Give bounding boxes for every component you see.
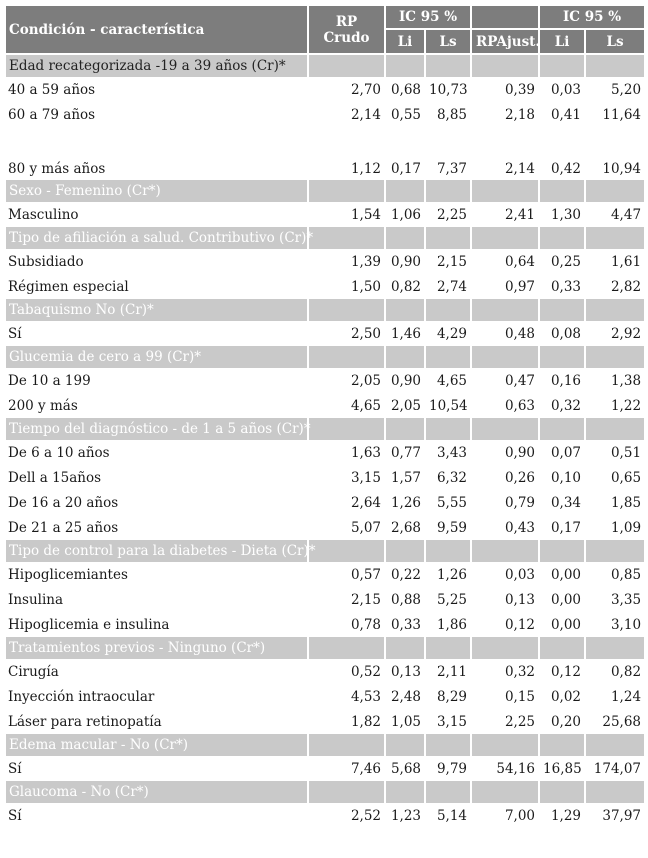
cell-rp-ajust: 0,13 (504, 591, 536, 608)
section-empty-cell (308, 734, 385, 756)
section-header-row (5, 54, 645, 77)
cell-ls-crude: 2,25 (436, 206, 468, 223)
cell-rp-crudo: 2,50 (350, 325, 381, 342)
section-title: Sexo - Femenino (Cr*) (5, 180, 308, 202)
cell-rp-ajust: 0,03 (504, 566, 536, 583)
section-empty-cell (471, 346, 539, 368)
cell-li-crude: 0,82 (390, 278, 421, 295)
table-row (5, 368, 645, 393)
cell-rp-ajust: 0,39 (504, 81, 536, 98)
table-row (5, 465, 645, 490)
section-header-row (5, 299, 645, 321)
cell-ls-crude: 8,29 (436, 688, 468, 705)
section-empty-cell (539, 734, 585, 756)
cell-ls-crude: 10,73 (429, 81, 468, 98)
cell-rp-ajust: 2,41 (504, 206, 536, 223)
cell-li-adjusted: 0,16 (550, 372, 582, 389)
section-empty-cell (539, 540, 585, 562)
cell-rp-crudo: 1,39 (350, 253, 381, 270)
section-empty-cell (425, 54, 471, 77)
section-header-row (5, 180, 645, 202)
section-title: Tratamientos previos - Ninguno (Cr*) (5, 637, 308, 659)
cell-ls-crude: 3,15 (436, 713, 468, 730)
cell-li-adjusted: 0,03 (550, 81, 582, 98)
cell-rp-crudo: 2,14 (350, 106, 381, 123)
cell-li-adjusted: 0,25 (550, 253, 582, 270)
section-title: Tipo de control para la diabetes - Dieta (Cr)* (5, 540, 308, 562)
cell-li-adjusted: 0,20 (550, 713, 582, 730)
section-empty-cell (425, 227, 471, 249)
cell-ls-adjusted: 1,24 (610, 688, 642, 705)
section-empty-cell (471, 418, 539, 440)
header-li-adjusted: Li (539, 29, 585, 54)
table-row (5, 659, 645, 684)
row-label: Régimen especial (8, 278, 129, 295)
section-empty-cell (585, 540, 645, 562)
header-rp-ajust: RPAjust. (471, 29, 539, 54)
row-label: De 10 a 199 (8, 372, 91, 389)
cell-rp-ajust: 0,12 (504, 616, 536, 633)
cell-rp-ajust: 0,48 (504, 325, 536, 342)
cell-ls-crude: 2,74 (436, 278, 468, 295)
cell-li-adjusted: 0,00 (550, 616, 582, 633)
table-row (5, 202, 645, 227)
header-ic95-adjusted: IC 95 % (539, 5, 645, 29)
row-label: Cirugía (8, 663, 59, 680)
table-row (5, 440, 645, 465)
cell-ls-adjusted: 1,38 (610, 372, 642, 389)
section-empty-cell (539, 180, 585, 202)
table-row (5, 612, 645, 637)
table-row (5, 515, 645, 540)
cell-li-crude: 0,13 (390, 663, 421, 680)
cell-li-adjusted: 0,08 (550, 325, 582, 342)
row-label: Sí (8, 807, 22, 824)
cell-rp-crudo: 1,63 (350, 444, 381, 461)
row-label: Hipoglicemia e insulina (8, 616, 170, 633)
section-empty-cell (585, 418, 645, 440)
cell-rp-ajust: 0,90 (504, 444, 536, 461)
cell-li-adjusted: 0,07 (550, 444, 582, 461)
section-empty-cell (308, 299, 385, 321)
row-label: Sí (8, 760, 22, 777)
table-row (5, 490, 645, 515)
cell-li-crude: 0,55 (390, 106, 421, 123)
cell-li-crude: 0,90 (390, 253, 421, 270)
row-label: Masculino (8, 206, 79, 223)
section-empty-cell (385, 346, 425, 368)
cell-rp-crudo: 2,05 (350, 372, 381, 389)
cell-rp-ajust: 0,15 (504, 688, 536, 705)
cell-ls-crude: 2,11 (436, 663, 468, 680)
section-empty-cell (385, 418, 425, 440)
cell-rp-crudo: 1,54 (350, 206, 381, 223)
cell-li-crude: 0,17 (390, 161, 421, 177)
table-row (5, 274, 645, 299)
section-empty-cell (308, 180, 385, 202)
header-blank (471, 5, 539, 29)
section-empty-cell (385, 54, 425, 77)
cell-ls-crude: 4,65 (436, 372, 468, 389)
section-empty-cell (385, 734, 425, 756)
cell-rp-crudo: 0,57 (350, 566, 381, 583)
cell-ls-adjusted: 11,64 (602, 106, 642, 123)
cell-rp-crudo: 1,82 (350, 713, 381, 730)
section-empty-cell (539, 637, 585, 659)
cell-li-crude: 1,57 (390, 469, 421, 486)
row-label: 40 a 59 años (8, 81, 96, 98)
section-title: Glaucoma - No (Cr*) (5, 781, 308, 803)
table-row (5, 77, 645, 102)
cell-li-crude: 1,05 (390, 713, 421, 730)
table-row (5, 249, 645, 274)
row-label: 80 y más años (8, 161, 106, 177)
section-empty-cell (539, 227, 585, 249)
cell-li-crude: 2,48 (390, 688, 421, 705)
row-label: Subsidiado (8, 253, 84, 270)
row-label: Inyección intraocular (8, 688, 155, 705)
cell-ls-adjusted: 1,09 (610, 519, 642, 536)
cell-ls-crude: 1,26 (436, 566, 468, 583)
table-header (5, 5, 645, 54)
cell-ls-adjusted: 0,82 (610, 663, 642, 680)
cell-li-crude: 0,77 (390, 444, 421, 461)
row-label: Láser para retinopatía (8, 713, 162, 730)
section-empty-cell (539, 418, 585, 440)
cell-li-crude: 1,23 (390, 807, 421, 824)
cell-rp-ajust: 2,14 (504, 161, 536, 177)
cell-ls-adjusted: 5,20 (610, 81, 642, 98)
section-empty-cell (425, 299, 471, 321)
cell-ls-adjusted: 1,85 (610, 494, 642, 511)
section-title: Tabaquismo No (Cr)* (5, 299, 308, 321)
section-empty-cell (425, 734, 471, 756)
row-label: Hipoglicemiantes (8, 566, 128, 583)
section-empty-cell (425, 418, 471, 440)
cell-li-adjusted: 0,02 (550, 688, 582, 705)
cell-li-adjusted: 0,33 (550, 278, 582, 295)
section-empty-cell (425, 637, 471, 659)
table-row (5, 562, 645, 587)
row-label: Sí (8, 325, 22, 342)
cell-ls-adjusted: 3,35 (610, 591, 642, 608)
cell-rp-ajust: 2,25 (504, 713, 536, 730)
cell-rp-crudo: 1,50 (350, 278, 381, 295)
cell-li-crude: 1,26 (390, 494, 421, 511)
cell-li-crude: 0,88 (390, 591, 421, 608)
section-empty-cell (471, 540, 539, 562)
cell-rp-crudo: 5,07 (350, 519, 381, 536)
cell-rp-ajust: 2,18 (504, 106, 536, 123)
section-empty-cell (308, 346, 385, 368)
section-empty-cell (585, 781, 645, 803)
section-empty-cell (471, 227, 539, 249)
cell-rp-crudo: 2,15 (350, 591, 381, 608)
header-rp-crudo: RP Crudo (308, 5, 385, 54)
section-title: Edad recategorizada -19 a 39 años (Cr)* (5, 54, 308, 77)
section-title: Edema macular - No (Cr*) (5, 734, 308, 756)
cell-rp-ajust: 0,97 (504, 278, 536, 295)
section-empty-cell (539, 54, 585, 77)
cell-ls-crude: 5,14 (436, 807, 468, 824)
section-empty-cell (308, 227, 385, 249)
cell-rp-crudo: 3,15 (350, 469, 381, 486)
cell-rp-crudo: 4,53 (350, 688, 381, 705)
section-empty-cell (425, 781, 471, 803)
cell-rp-crudo: 0,78 (350, 616, 381, 633)
header-condition: Condición - característica (5, 5, 308, 54)
section-empty-cell (471, 180, 539, 202)
row-label: De 16 a 20 años (8, 494, 119, 511)
table-row (5, 756, 645, 781)
table-row (5, 684, 645, 709)
section-empty-cell (585, 227, 645, 249)
cell-li-crude: 0,33 (390, 616, 421, 633)
cell-ls-crude: 2,15 (436, 253, 468, 270)
cell-rp-ajust: 0,64 (504, 253, 536, 270)
table-row (5, 393, 645, 418)
cell-li-adjusted: 0,12 (550, 663, 582, 680)
header-ls-crude: Ls (425, 29, 471, 54)
cell-ls-adjusted: 1,22 (610, 397, 642, 414)
cell-ls-adjusted: 37,97 (602, 807, 642, 824)
section-empty-cell (425, 180, 471, 202)
cell-rp-crudo: 7,46 (350, 760, 381, 777)
section-title: Glucemia de cero a 99 (Cr)* (5, 346, 308, 368)
section-empty-cell (425, 540, 471, 562)
section-empty-cell (585, 637, 645, 659)
cell-rp-crudo: 2,70 (350, 81, 381, 98)
cell-ls-crude: 6,32 (436, 469, 468, 486)
section-empty-cell (471, 54, 539, 77)
cell-ls-crude: 9,79 (436, 760, 468, 777)
header-ic95-crude: IC 95 % (385, 5, 471, 29)
section-empty-cell (471, 637, 539, 659)
cell-rp-ajust: 7,00 (504, 807, 536, 824)
cell-ls-crude: 5,25 (436, 591, 468, 608)
cell-ls-adjusted: 0,51 (610, 444, 642, 461)
section-empty-cell (308, 540, 385, 562)
cell-rp-crudo: 4,65 (350, 397, 381, 414)
cell-rp-ajust: 54,16 (496, 760, 536, 777)
section-empty-cell (308, 781, 385, 803)
cell-li-adjusted: 0,10 (550, 469, 582, 486)
cell-ls-adjusted: 0,65 (610, 469, 642, 486)
cell-ls-crude: 3,43 (436, 444, 468, 461)
cell-li-adjusted: 0,17 (550, 519, 582, 536)
section-empty-cell (425, 346, 471, 368)
row-label: Dell a 15años (8, 469, 102, 486)
results-table (4, 4, 646, 828)
header-ls-adjusted: Ls (585, 29, 645, 54)
cell-li-adjusted: 1,29 (550, 807, 582, 824)
cell-ls-crude: 8,85 (436, 106, 468, 123)
section-empty-cell (308, 54, 385, 77)
cell-ls-crude: 7,37 (436, 161, 468, 177)
cell-li-crude: 0,90 (390, 372, 421, 389)
cell-li-adjusted: 1,30 (550, 206, 582, 223)
table-row (5, 587, 645, 612)
section-empty-cell (385, 180, 425, 202)
section-title: Tipo de afiliación a salud. Contributivo (Cr)* (5, 227, 308, 249)
section-empty-cell (308, 418, 385, 440)
cell-rp-crudo: 1,12 (350, 161, 381, 177)
cell-li-crude: 5,68 (390, 760, 421, 777)
table-row (5, 127, 645, 180)
row-label: Insulina (8, 591, 64, 608)
section-empty-cell (385, 227, 425, 249)
row-label: De 21 a 25 años (8, 519, 119, 536)
table-row (5, 803, 645, 828)
cell-rp-ajust: 0,32 (504, 663, 536, 680)
row-label: 60 a 79 años (8, 106, 96, 123)
cell-li-adjusted: 0,34 (550, 494, 582, 511)
section-header-row (5, 781, 645, 803)
cell-li-crude: 1,06 (390, 206, 421, 223)
cell-li-crude: 2,68 (390, 519, 421, 536)
section-empty-cell (585, 734, 645, 756)
cell-ls-adjusted: 10,94 (602, 161, 642, 177)
section-empty-cell (539, 781, 585, 803)
cell-rp-crudo: 2,52 (350, 807, 381, 824)
cell-li-adjusted: 0,32 (550, 397, 582, 414)
row-label: De 6 a 10 años (8, 444, 110, 461)
cell-rp-ajust: 0,26 (504, 469, 536, 486)
cell-ls-adjusted: 3,10 (610, 616, 642, 633)
cell-ls-adjusted: 2,92 (610, 325, 642, 342)
cell-ls-adjusted: 1,61 (610, 253, 642, 270)
table-row (5, 102, 645, 127)
section-empty-cell (385, 299, 425, 321)
cell-rp-ajust: 0,43 (504, 519, 536, 536)
cell-rp-ajust: 0,79 (504, 494, 536, 511)
cell-ls-crude: 5,55 (436, 494, 468, 511)
section-empty-cell (471, 734, 539, 756)
row-label: 200 y más (8, 397, 78, 414)
section-empty-cell (585, 54, 645, 77)
header-li-crude: Li (385, 29, 425, 54)
section-header-row (5, 227, 645, 249)
cell-ls-adjusted: 0,85 (610, 566, 642, 583)
section-empty-cell (585, 346, 645, 368)
cell-rp-ajust: 0,63 (504, 397, 536, 414)
section-header-row (5, 637, 645, 659)
section-empty-cell (385, 637, 425, 659)
section-empty-cell (539, 346, 585, 368)
table-body (5, 54, 645, 828)
table-row (5, 321, 645, 346)
cell-li-crude: 0,22 (390, 566, 421, 583)
section-header-row (5, 734, 645, 756)
cell-ls-crude: 9,59 (436, 519, 468, 536)
cell-ls-adjusted: 4,47 (610, 206, 642, 223)
cell-li-crude: 2,05 (390, 397, 421, 414)
cell-li-adjusted: 0,00 (550, 591, 582, 608)
section-title: Tiempo del diagnóstico - de 1 a 5 años (Cr)* (5, 418, 308, 440)
section-empty-cell (585, 180, 645, 202)
section-empty-cell (585, 299, 645, 321)
cell-ls-adjusted: 25,68 (602, 713, 642, 730)
section-empty-cell (385, 540, 425, 562)
table-row (5, 709, 645, 734)
cell-li-adjusted: 16,85 (543, 760, 582, 777)
cell-li-adjusted: 0,00 (550, 566, 582, 583)
cell-li-adjusted: 0,42 (550, 161, 582, 177)
cell-rp-crudo: 2,64 (350, 494, 381, 511)
cell-li-adjusted: 0,41 (550, 106, 582, 123)
cell-ls-crude: 4,29 (436, 325, 468, 342)
section-empty-cell (471, 299, 539, 321)
cell-ls-crude: 10,54 (429, 397, 468, 414)
cell-li-crude: 0,68 (390, 81, 421, 98)
cell-ls-adjusted: 2,82 (610, 278, 642, 295)
cell-rp-ajust: 0,47 (504, 372, 536, 389)
section-empty-cell (539, 299, 585, 321)
section-empty-cell (308, 637, 385, 659)
section-empty-cell (385, 781, 425, 803)
cell-rp-crudo: 0,52 (350, 663, 381, 680)
cell-ls-crude: 1,86 (436, 616, 468, 633)
section-header-row (5, 540, 645, 562)
section-empty-cell (471, 781, 539, 803)
section-header-row (5, 346, 645, 368)
section-header-row (5, 418, 645, 440)
cell-li-crude: 1,46 (390, 325, 421, 342)
cell-ls-adjusted: 174,07 (593, 760, 642, 777)
